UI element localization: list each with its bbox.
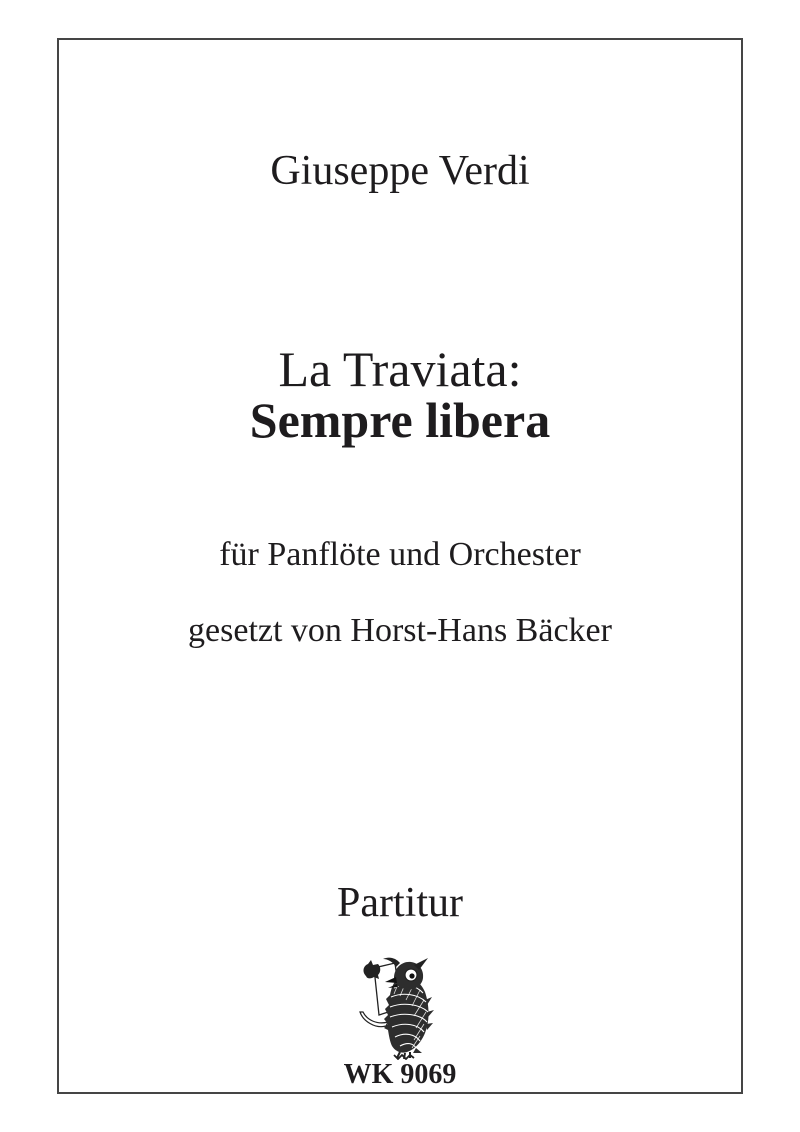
work-title: La Traviata: [278, 341, 522, 397]
owl-reading-music-logo-icon [350, 956, 444, 1060]
edition-label: Partitur [337, 880, 463, 926]
publisher-logo-area [0, 956, 800, 1060]
arrangement-line2: gesetzt von Horst-Hans Bäcker [188, 612, 612, 649]
arrangement-credit [0, 536, 800, 650]
arrangement-line1: für Panflöte und Orchester [219, 536, 581, 573]
catalog-number: WK 9069 [343, 1059, 457, 1090]
work-subtitle: Sempre libera [249, 392, 551, 448]
composer-name: Giuseppe Verdi [270, 148, 530, 194]
